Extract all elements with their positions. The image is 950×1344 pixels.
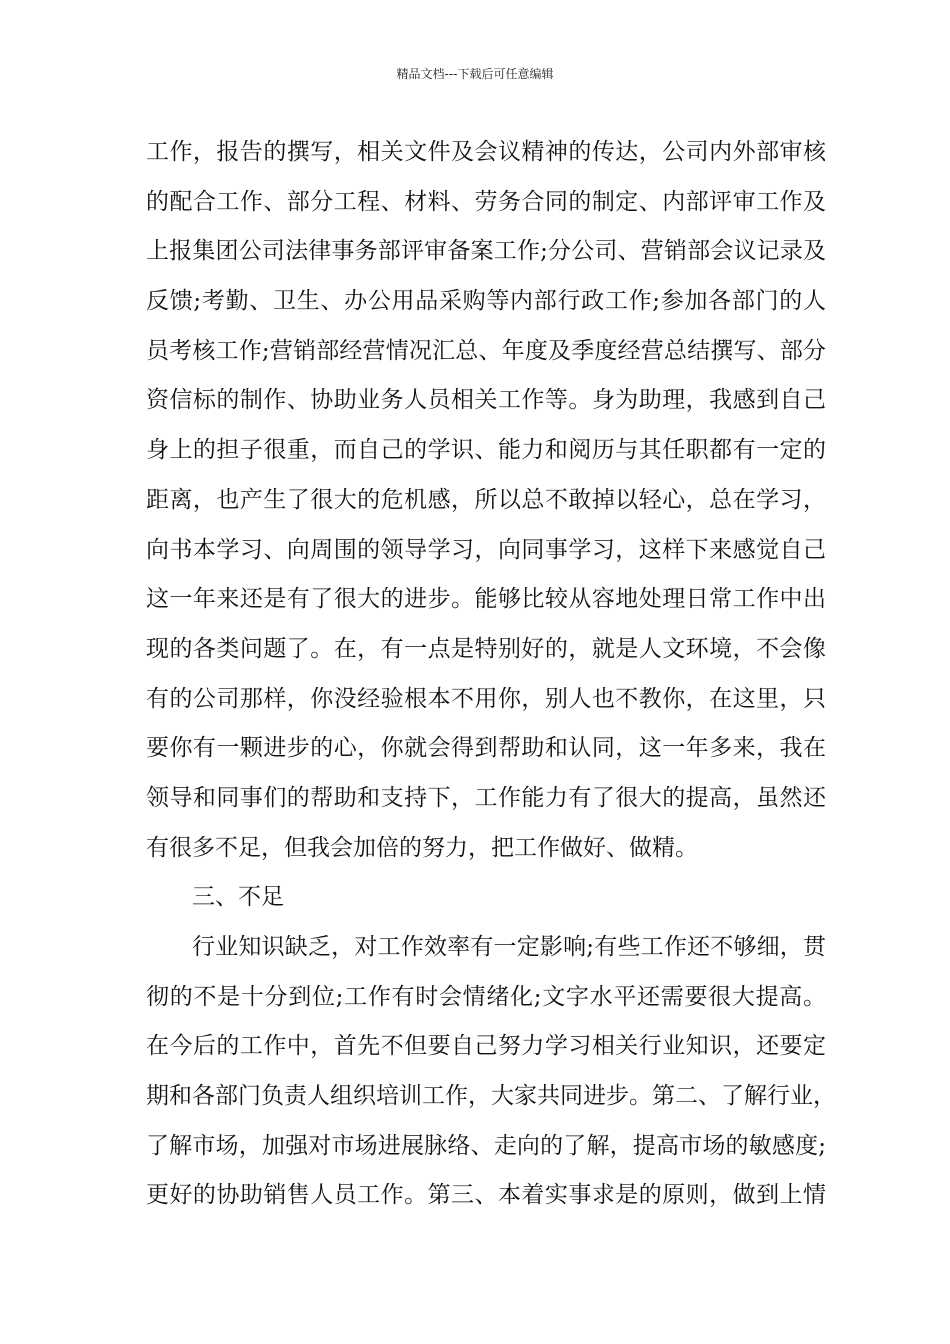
text-line: 行业知识缺乏，对工作效率有一定影响;有些工作还不够细，贯 — [192, 934, 826, 960]
document-body — [146, 128, 836, 1221]
text-line: 向书本学习、向周围的领导学习，向同事学习，这样下来感觉自己 — [146, 536, 826, 563]
text-line: 要你有一颗进步的心，你就会得到帮助和认同，这一年多来，我在 — [146, 735, 826, 762]
text-line: 在今后的工作中，首先不但要自己努力学习相关行业知识，还要定 — [146, 1033, 826, 1060]
text-line: 了解市场，加强对市场进展脉络、走向的了解，提高市场的敏感度; — [146, 1132, 826, 1159]
text-line: 身上的担子很重，而自己的学识、能力和阅历与其任职都有一定的 — [146, 437, 826, 464]
text-line: 这一年来还是有了很大的进步。能够比较从容地处理日常工作中出 — [146, 586, 826, 613]
text-line: 有很多不足，但我会加倍的努力，把工作做好、做精。 — [146, 834, 698, 861]
section-heading: 三、不足 — [192, 884, 284, 911]
text-line: 的配合工作、部分工程、材料、劳务合同的制定、内部评审工作及 — [146, 188, 826, 215]
text-line: 领导和同事们的帮助和支持下，工作能力有了很大的提高，虽然还 — [146, 784, 826, 811]
text-line: 工作，报告的撰写，相关文件及会议精神的传达，公司内外部审核 — [146, 139, 826, 165]
text-line: 更好的协助销售人员工作。第三、本着实事求是的原则，做到上情 — [146, 1182, 826, 1209]
text-line: 反馈;考勤、卫生、办公用品采购等内部行政工作;参加各部门的人 — [146, 288, 826, 315]
text-line: 有的公司那样，你没经验根本不用你，别人也不教你，在这里，只 — [146, 685, 826, 712]
page-header: 精品文档---下载后可任意编辑 — [396, 67, 554, 81]
text-line: 彻的不是十分到位;工作有时会情绪化;文字水平还需要很大提高。 — [146, 983, 826, 1010]
text-line: 员考核工作;营销部经营情况汇总、年度及季度经营总结撰写、部分 — [146, 337, 826, 364]
text-line: 上报集团公司法律事务部评审备案工作;分公司、营销部会议记录及 — [146, 238, 826, 265]
text-line: 期和各部门负责人组织培训工作，大家共同进步。第二、了解行业， — [146, 1083, 836, 1110]
text-line: 现的各类问题了。在，有一点是特别好的，就是人文环境，不会像 — [146, 635, 826, 662]
text-line: 资信标的制作、协助业务人员相关工作等。身为助理，我感到自己 — [146, 387, 826, 414]
text-line: 距离，也产生了很大的危机感，所以总不敢掉以轻心，总在学习， — [146, 486, 826, 513]
